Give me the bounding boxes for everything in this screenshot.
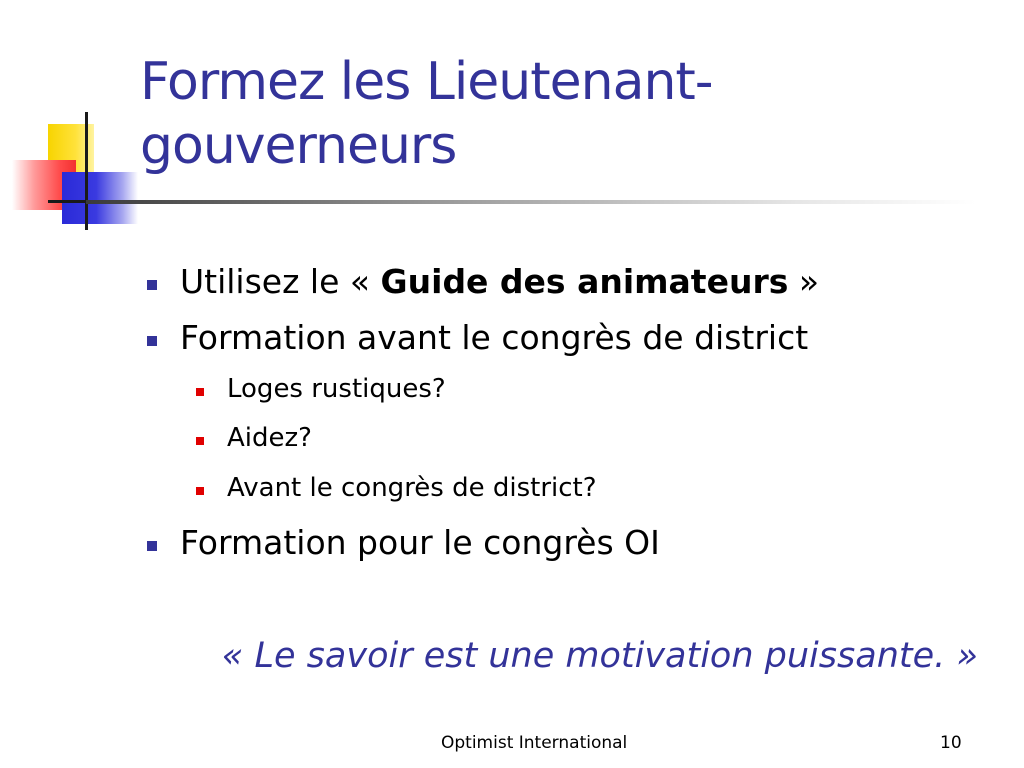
- square-bullet-icon: [147, 336, 157, 346]
- square-bullet-icon: [196, 388, 204, 396]
- square-bullet-icon: [147, 541, 157, 551]
- sub-bullet-text: Loges rustiques?: [227, 374, 446, 404]
- bullet-text: [180, 262, 819, 302]
- slide-title: Formez les Lieutenant-gouverneurs: [140, 52, 713, 176]
- footer-organization: Optimist International: [441, 733, 628, 753]
- bullet-text: Formation pour le congrès OI: [180, 523, 660, 562]
- bullet-text: Formation avant le congrès de district: [180, 318, 809, 357]
- square-bullet-icon: [147, 280, 157, 290]
- page-number: 10: [940, 733, 962, 753]
- motivational-quote: « Le savoir est une motivation puissante. »: [221, 636, 978, 676]
- square-bullet-icon: [196, 437, 204, 445]
- bullet-text-suffix: »: [788, 262, 820, 301]
- bullet-text-bold: Guide des animateurs: [380, 262, 789, 301]
- sub-bullet-text: Aidez?: [227, 423, 312, 453]
- sub-bullet-text: Avant le congrès de district?: [227, 473, 597, 503]
- bullet-text-prefix: Utilisez le «: [180, 262, 381, 301]
- square-bullet-icon: [196, 487, 204, 495]
